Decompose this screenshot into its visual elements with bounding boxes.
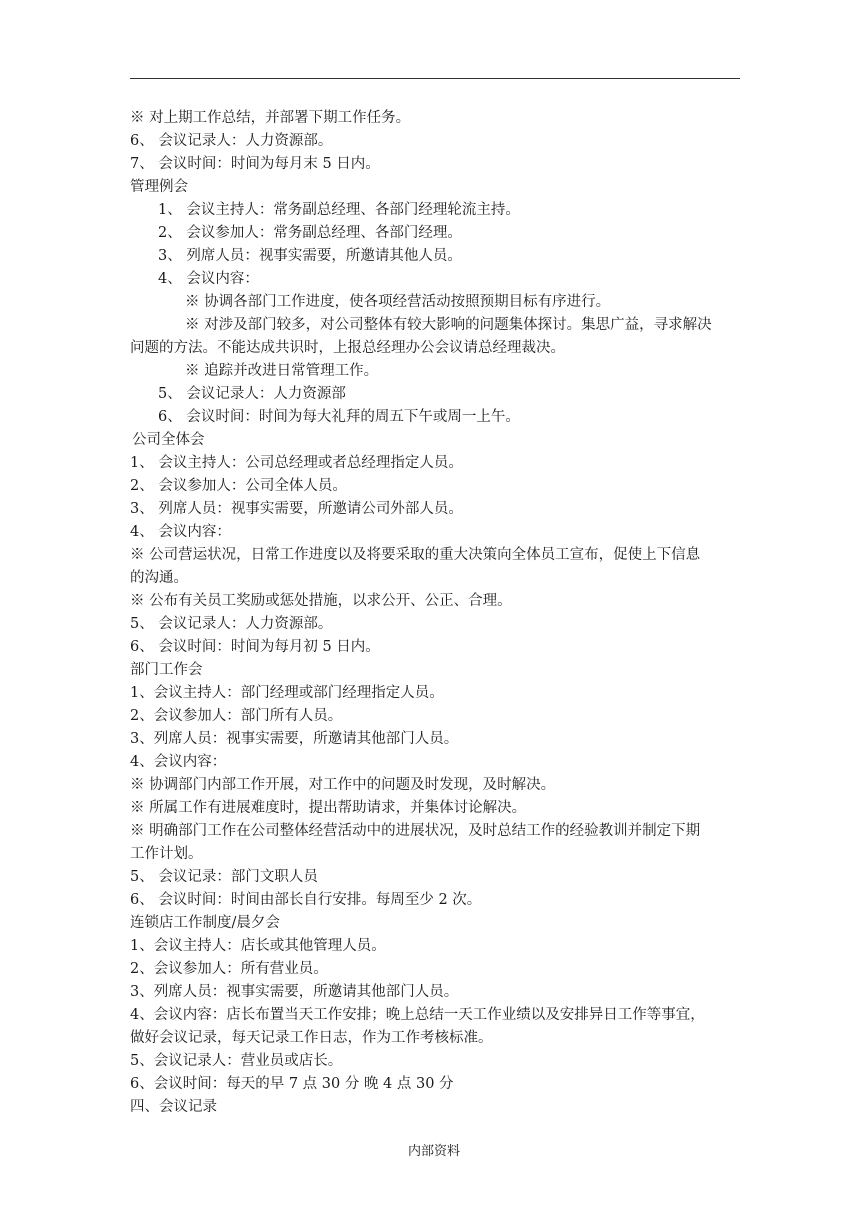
text-line: 6、会议时间：每天的早 7 点 30 分 晚 4 点 30 分 xyxy=(130,1076,454,1092)
text-line: 6、 会议时间：时间为每大礼拜的周五下午或周一上午。 xyxy=(158,409,520,425)
text-line: ※ 对涉及部门较多，对公司整体有较大影响的问题集体探讨。集思广益，寻求解决 xyxy=(185,317,712,333)
text-line: 四、会议记录 xyxy=(130,1099,217,1115)
text-line: ※ 所属工作有进展难度时，提出帮助请求，并集体讨论解决。 xyxy=(130,800,527,816)
text-line: 5、 会议记录人：人力资源部 xyxy=(158,386,346,402)
text-line: 3、列席人员：视事实需要，所邀请其他部门人员。 xyxy=(130,984,459,1000)
page-footer: 内部资料 xyxy=(407,1144,460,1159)
text-line: 4、 会议内容： xyxy=(130,524,231,540)
text-line: 6、 会议记录人：人力资源部。 xyxy=(130,133,333,149)
text-line: 4、会议内容：店长布置当天工作安排；晚上总结一天工作业绩以及安排异日工作等事宜， xyxy=(130,1007,705,1023)
text-line: 3、 列席人员：视事实需要，所邀请公司外部人员。 xyxy=(130,501,463,517)
text-line: 5、 会议记录：部门文职人员 xyxy=(130,869,318,885)
text-line: 2、会议参加人：部门所有人员。 xyxy=(130,708,343,724)
text-line: 1、 会议主持人：公司总经理或者总经理指定人员。 xyxy=(130,455,463,471)
text-line: ※ 协调各部门工作进度，使各项经营活动按照预期目标有序进行。 xyxy=(185,294,611,310)
text-line: 4、会议内容： xyxy=(130,754,227,770)
header-rule xyxy=(130,78,740,79)
text-line: 的沟通。 xyxy=(130,570,188,586)
text-line: 2、 会议参加人：常务副总经理、各部门经理。 xyxy=(158,225,462,241)
text-line: 管理例会 xyxy=(130,179,188,195)
text-line: ※ 协调部门内部工作开展，对工作中的问题及时发现，及时解决。 xyxy=(130,777,556,793)
text-line: 1、会议主持人：部门经理或部门经理指定人员。 xyxy=(130,685,444,701)
text-line: 1、会议主持人：店长或其他管理人员。 xyxy=(130,938,386,954)
text-line: 连锁店工作制度/晨夕会 xyxy=(130,915,280,931)
text-line: 问题的方法。不能达成共识时，上报总经理办公会议请总经理裁决。 xyxy=(130,340,565,356)
text-line: 2、 会议参加人：公司全体人员。 xyxy=(130,478,347,494)
text-line: 部门工作会 xyxy=(130,662,203,678)
text-line: 公司全体会 xyxy=(132,432,205,448)
text-line: 3、列席人员：视事实需要，所邀请其他部门人员。 xyxy=(130,731,459,747)
text-line: 2、会议参加人：所有营业员。 xyxy=(130,961,328,977)
text-line: 3、 列席人员：视事实需要，所邀请其他人员。 xyxy=(158,248,462,264)
text-line: 4、 会议内容： xyxy=(158,271,259,287)
text-line: ※ 公布有关员工奖励或惩处措施，以求公开、公正、合理。 xyxy=(130,593,512,609)
text-line: 7、 会议时间：时间为每月末 5 日内。 xyxy=(130,156,380,172)
text-line: ※ 明确部门工作在公司整体经营活动中的进展状况，及时总结工作的经验教训并制定下期 xyxy=(130,823,701,839)
text-line: 5、 会议记录人：人力资源部。 xyxy=(130,616,333,632)
text-line: 6、 会议时间：时间为每月初 5 日内。 xyxy=(130,639,380,655)
text-line: 工作计划。 xyxy=(130,846,203,862)
text-line: ※ 对上期工作总结，并部署下期工作任务。 xyxy=(130,110,411,126)
text-line: 6、 会议时间：时间由部长自行安排。每周至少 2 次。 xyxy=(130,892,482,908)
text-line: 1、 会议主持人：常务副总经理、各部门经理轮流主持。 xyxy=(158,202,520,218)
text-line: 5、会议记录人：营业员或店长。 xyxy=(130,1053,343,1069)
text-line: ※ 追踪并改进日常管理工作。 xyxy=(185,363,379,379)
text-line: ※ 公司营运状况，日常工作进度以及将要采取的重大决策向全体员工宣布，促使上下信息 xyxy=(130,547,701,563)
text-line: 做好会议记录，每天记录工作日志，作为工作考核标准。 xyxy=(130,1030,493,1046)
